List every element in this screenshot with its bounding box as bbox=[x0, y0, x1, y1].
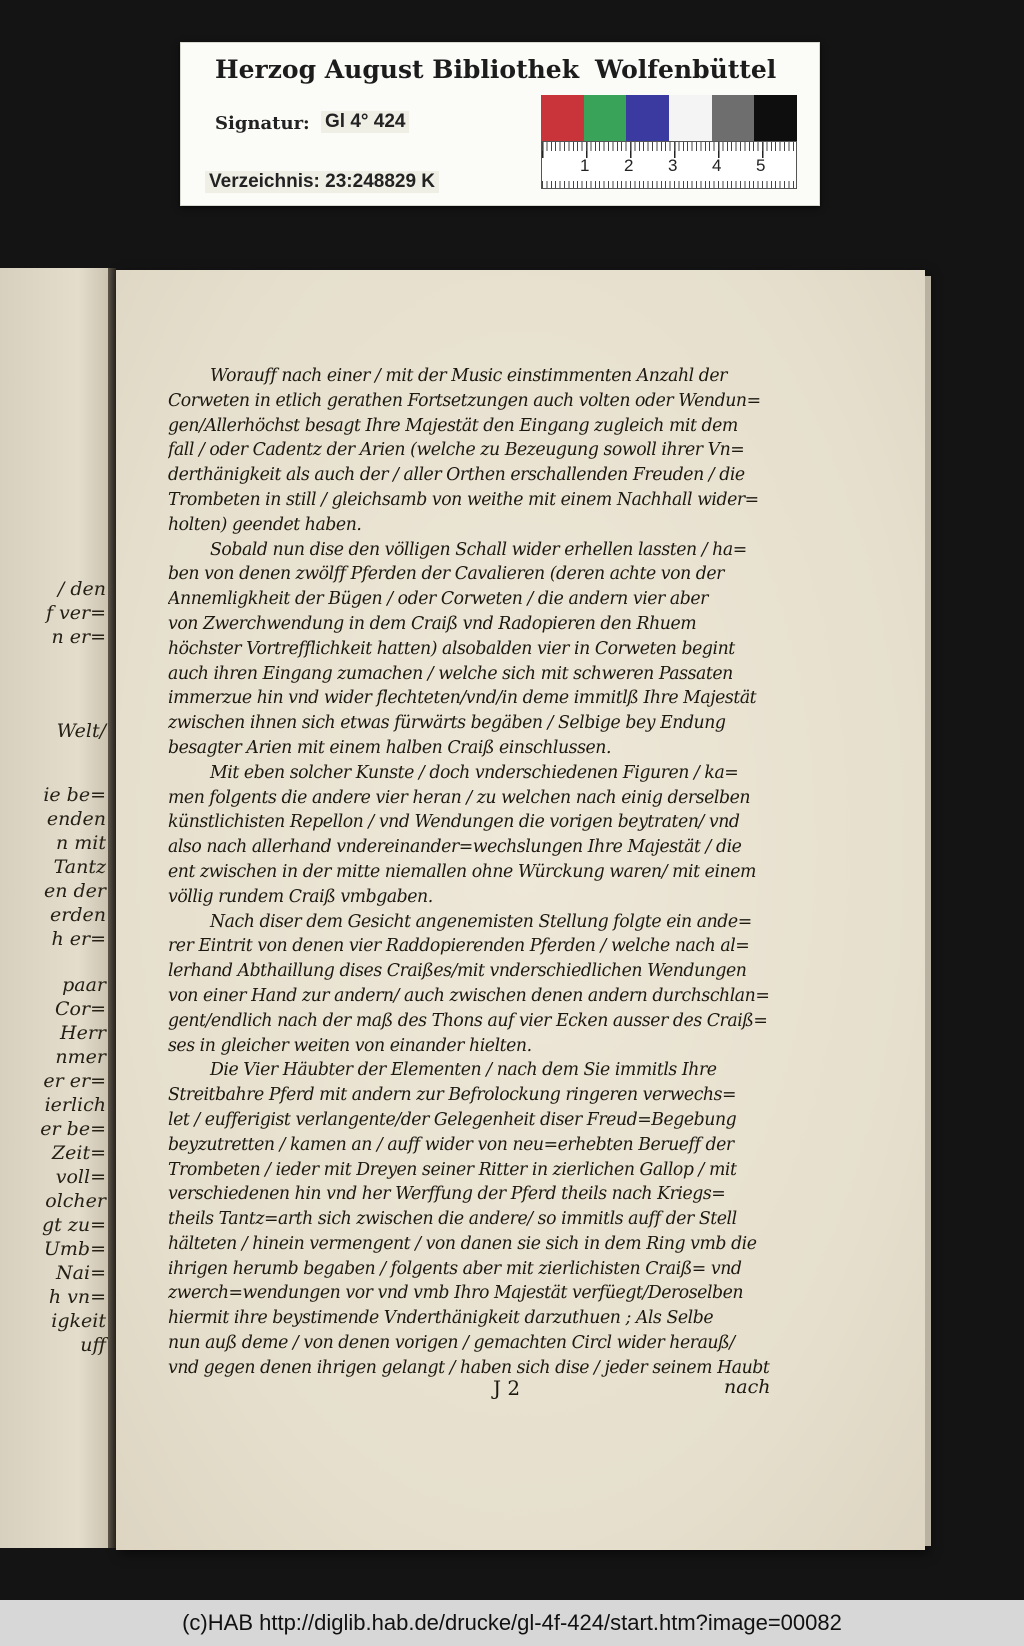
library-city: Wolfenbüttel bbox=[595, 55, 777, 84]
left-page-line: Zeit= bbox=[51, 1142, 106, 1164]
text-line: von Zwerchwendung in dem Craiß vnd Radopieren den Rhuem bbox=[168, 613, 697, 634]
left-page-line: h vn= bbox=[48, 1286, 106, 1308]
left-page-line: olcher bbox=[45, 1190, 106, 1212]
left-page-line: / den bbox=[57, 578, 106, 600]
color-swatch bbox=[754, 95, 797, 141]
text-line: Annemligkheit der Bügen / oder Corweten / die andern vier aber bbox=[168, 589, 708, 610]
text-line: fall / oder Cadentz der Arien (welche zu Bezeugung sowoll ihrer Vn= bbox=[168, 440, 745, 461]
left-page-line: enden bbox=[46, 808, 106, 830]
right-book-page bbox=[116, 270, 925, 1550]
left-page-line: Umb= bbox=[43, 1238, 106, 1260]
ruler-number: 5 bbox=[756, 156, 766, 175]
library-title bbox=[215, 55, 776, 84]
text-line: Trombeten / ieder mit Dreyen seiner Ritter in zierlichen Gallop / mit bbox=[168, 1159, 737, 1180]
left-page-line: f ver= bbox=[45, 602, 106, 624]
scale-ruler bbox=[541, 141, 797, 189]
text-line: beyzutretten / kamen an / auff wider von neu=erhebten Berueff der bbox=[168, 1134, 734, 1155]
text-line: auch ihren Eingang zumachen / welche sich mit schweren Passaten bbox=[168, 663, 733, 684]
color-swatch bbox=[712, 95, 755, 141]
color-swatch bbox=[669, 95, 712, 141]
signatur-value: Gl 4° 424 bbox=[321, 111, 409, 133]
ruler-bottom-ticks bbox=[542, 181, 796, 188]
footer-url-text: (c)HAB http://diglib.hab.de/drucke/gl-4f-424/start.htm?image=00082 bbox=[182, 1610, 842, 1635]
text-line: Mit eben solcher Kunste / doch vnderschiedenen Figuren / ka= bbox=[210, 762, 739, 783]
text-line: Worauff nach einer / mit der Music einstimmenten Anzahl der bbox=[210, 366, 727, 386]
left-page-line: en der bbox=[43, 880, 106, 902]
left-page-line: nmer bbox=[55, 1046, 106, 1068]
color-swatch bbox=[584, 95, 627, 141]
text-line: holten) geendet haben. bbox=[168, 514, 362, 535]
copyright-footer bbox=[0, 1600, 1024, 1646]
book-gutter bbox=[108, 268, 116, 1548]
text-line: zwischen ihnen sich etwas fürwärts begäben / Selbige bey Endung bbox=[168, 713, 726, 734]
ruler-number: 2 bbox=[624, 156, 634, 175]
color-calibration-strip bbox=[541, 95, 797, 141]
left-page-line: er be= bbox=[40, 1118, 106, 1140]
text-line: rer Eintrit von denen vier Raddopierenden Pferden / welche nach al= bbox=[168, 936, 750, 957]
left-page-line: paar bbox=[62, 974, 106, 996]
text-line: Corweten in etlich gerathen Fortsetzungen auch volten oder Wendun= bbox=[168, 390, 761, 411]
text-line: künstlichisten Repellon / vnd Wendungen die vorigen beytraten/ vnd bbox=[168, 812, 740, 833]
left-page-line: er er= bbox=[43, 1070, 106, 1092]
color-swatch bbox=[626, 95, 669, 141]
text-line: zwerch=wendungen vor vnd vmb Ihro Majestät verfüegt/Deroselben bbox=[168, 1283, 744, 1304]
signatur-label: Signatur: bbox=[215, 113, 310, 134]
left-page-line: ie be= bbox=[43, 784, 106, 806]
left-page-line: Cor= bbox=[55, 998, 106, 1020]
text-line: gen/Allerhöchst besagt Ihre Majestät den Eingang zugleich mit dem bbox=[168, 415, 738, 436]
text-line: hälteten / hinein vermengent / von danen sie sich in dem Ring vmb die bbox=[168, 1233, 757, 1254]
text-line: von einer Hand zur andern/ auch zwischen denen andern durchschlan= bbox=[168, 985, 770, 1006]
text-line: verschiedenen hin vnd her Werffung der Pferd theils nach Kriegs= bbox=[168, 1184, 726, 1205]
text-line: derthänigkeit als auch der / aller Orthen erschallenden Freuden / die bbox=[168, 465, 745, 486]
catchword: nach bbox=[724, 1376, 771, 1398]
text-line: immerzue hin vnd wider flechteten/vnd/in deme immitlß Ihre Majestät bbox=[168, 688, 757, 709]
text-line: Die Vier Häubter der Elementen / nach dem Sie immitls Ihre bbox=[210, 1060, 717, 1081]
library-catalogue-card bbox=[180, 42, 820, 206]
left-page-line: uff bbox=[80, 1334, 106, 1356]
page-body-text bbox=[168, 364, 793, 1381]
text-line: Sobald nun dise den völligen Schall wider erhellen lassten / ha= bbox=[210, 539, 747, 560]
page-edge bbox=[925, 276, 931, 1546]
left-page-line: erden bbox=[50, 904, 106, 926]
left-page-line: n mit bbox=[55, 832, 106, 854]
text-line: Trombeten in still / gleichsamb von weithe mit einem Nachhall wider= bbox=[168, 489, 759, 510]
left-page-line: ierlich bbox=[44, 1094, 106, 1116]
text-line: lerhand Abthaillung dises Craißes/mit vnderschiedlichen Wendungen bbox=[168, 961, 747, 982]
verzeichnis-label: Verzeichnis: 23:248829 K bbox=[205, 171, 439, 193]
text-line: vnd gegen denen ihrigen gelangt / haben sich dise / jeder seinem Haubt bbox=[168, 1357, 770, 1378]
text-line: hiermit ihre beystimende Vnderthänigkeit darzuthuen ; Als Selbe bbox=[168, 1308, 714, 1329]
left-page-line: voll= bbox=[55, 1166, 106, 1188]
left-page-line: gt zu= bbox=[41, 1214, 106, 1236]
left-page-line: h er= bbox=[51, 928, 106, 950]
left-page-line: igkeit bbox=[51, 1310, 106, 1332]
signature-mark: J 2 bbox=[493, 1376, 521, 1400]
left-facing-page bbox=[0, 268, 112, 1548]
text-line: gent/endlich nach der maß des Thons auf vier Ecken ausser des Craiß= bbox=[168, 1010, 768, 1031]
text-line: besagter Arien mit einem halben Craiß einschlussen. bbox=[168, 737, 611, 758]
left-page-line: Welt/ bbox=[56, 720, 106, 742]
text-line: völlig rundem Craiß vmbgaben. bbox=[168, 886, 433, 907]
text-line: men folgents die andere vier heran / zu welchen nach einig derselben bbox=[168, 787, 751, 808]
text-line: also nach allerhand vndereinander=wechslungen Ihre Majestät / die bbox=[168, 837, 742, 858]
left-page-line: Nai= bbox=[56, 1262, 106, 1284]
text-line: Streitbahre Pferd mit andern zur Befrolockung ringeren verwechs= bbox=[168, 1085, 737, 1106]
text-line: theils Tantz=arth sich zwischen die andere/ so immitls auff der Stell bbox=[168, 1209, 737, 1230]
library-name: Herzog August Bibliothek bbox=[215, 55, 580, 84]
text-line: nun auß deme / von denen vorigen / gemachten Circl wider herauß/ bbox=[168, 1333, 735, 1354]
left-page-line: n er= bbox=[51, 626, 106, 648]
text-line: ben von denen zwölff Pferden der Cavalieren (deren achte von der bbox=[168, 564, 724, 585]
text-line: Nach diser dem Gesicht angenemisten Stellung folgte ein ande= bbox=[210, 911, 752, 932]
text-line: ent zwischen in der mitte niemallen ohne Würckung waren/ mit einem bbox=[168, 861, 756, 882]
text-line: ses in gleicher weiten von einander hielten. bbox=[168, 1035, 532, 1056]
text-line: let / eufferigist verlangente/der Gelegenheit diser Freud=Begebung bbox=[168, 1109, 737, 1130]
left-page-line: Herr bbox=[60, 1022, 106, 1044]
text-line: höchster Vortrefflichkeit hatten) alsobalden vier in Corweten begint bbox=[168, 638, 735, 659]
text-line: ihrigen herumb begaben / folgents aber mit zierlichisten Craiß= vnd bbox=[168, 1258, 742, 1279]
color-swatch bbox=[541, 95, 584, 141]
left-page-line: Tantz bbox=[53, 856, 106, 878]
ruler-number: 1 bbox=[580, 156, 590, 175]
ruler-number: 3 bbox=[668, 156, 678, 175]
ruler-number: 4 bbox=[712, 156, 722, 175]
